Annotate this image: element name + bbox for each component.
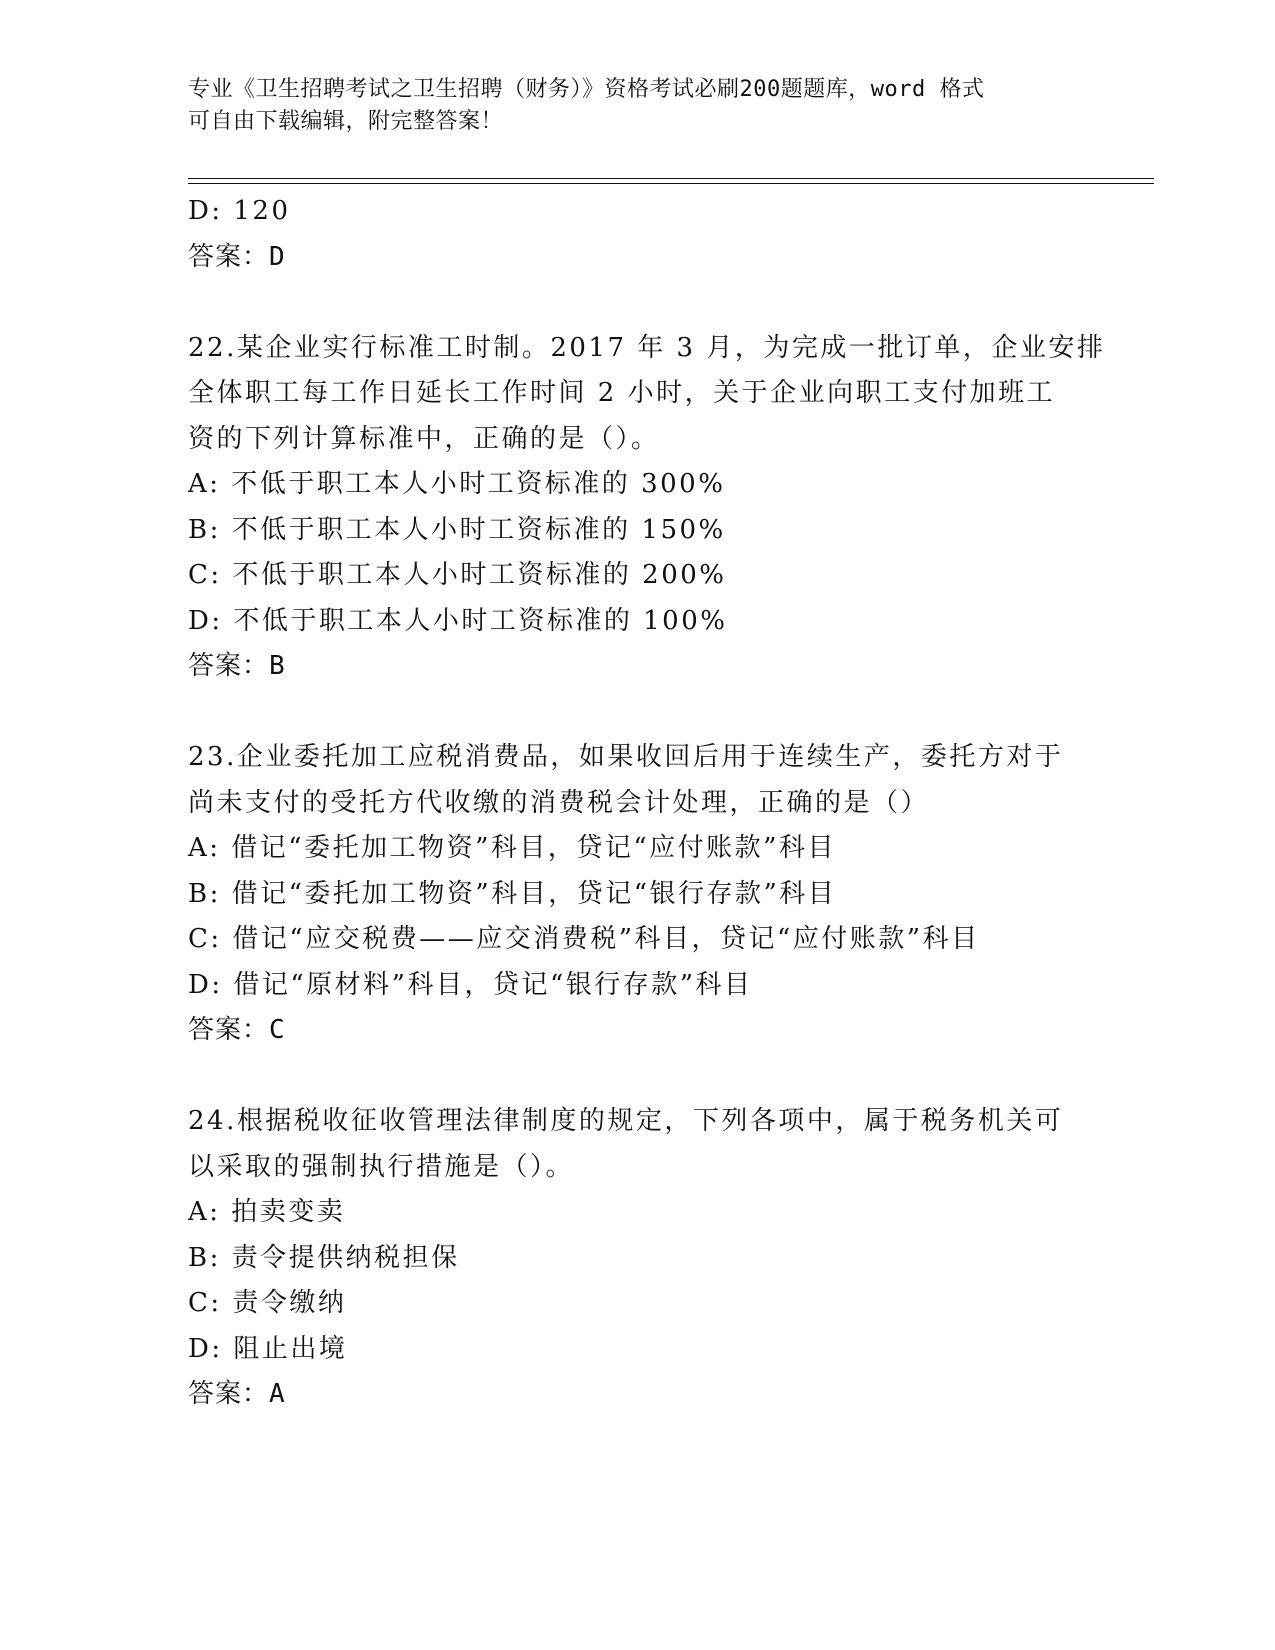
option-b: B: 借记“委托加工物资”科目，贷记“银行存款”科目	[188, 878, 837, 909]
spacer	[188, 280, 1148, 326]
option-a: A: 不低于职工本人小时工资标准的 300%	[188, 469, 726, 499]
option-a: A: 借记“委托加工物资”科目，贷记“应付账款”科目	[188, 833, 836, 863]
option-c: C: 不低于职工本人小时工资标准的 200%	[188, 560, 727, 590]
question-stem-line: 尚未支付的受托方代收缴的消费税会计处理，正确的是（）	[188, 787, 930, 818]
question-24	[188, 1099, 1148, 1418]
document-body	[188, 189, 1148, 1418]
header-divider-top	[188, 178, 1154, 179]
question-stem-line: 全体职工每工作日延长工作时间 2 小时，关于企业向职工支付加班工	[188, 378, 1056, 408]
document-header	[188, 74, 1088, 138]
header-line-2: 可自由下载编辑，附完整答案！	[188, 109, 504, 134]
answer-line: 答案：D	[188, 241, 286, 272]
option-c: C: 借记“应交税费——应交消费税”科目，贷记“应付账款”科目	[188, 924, 980, 954]
option-b: B: 责令提供纳税担保	[188, 1242, 460, 1273]
question-stem-line: 23.企业委托加工应税消费品，如果收回后用于连续生产，委托方对于	[188, 742, 1064, 772]
header-line-1: 专业《卫生招聘考试之卫生招聘（财务）》资格考试必刷200题题库，word 格式	[188, 77, 985, 102]
question-23	[188, 735, 1148, 1054]
option-c: C: 责令缴纳	[188, 1288, 347, 1318]
question-22	[188, 326, 1148, 690]
previous-question-tail	[188, 189, 1148, 280]
option-d: D: 阻止出境	[188, 1333, 348, 1364]
question-stem-line: 24.根据税收征收管理法律制度的规定，下列各项中，属于税务机关可	[188, 1106, 1064, 1136]
answer-line: 答案：C	[188, 1015, 286, 1045]
option-a: A: 拍卖变卖	[188, 1197, 346, 1227]
question-stem-line: 22.某企业实行标准工时制。2017 年 3 月，为完成一批订单，企业安排	[188, 332, 1106, 363]
spacer	[188, 1054, 1148, 1100]
option-d: D: 120	[188, 196, 291, 226]
question-stem-line: 资的下列计算标准中，正确的是（）。	[188, 423, 660, 454]
spacer	[188, 690, 1148, 736]
option-b: B: 不低于职工本人小时工资标准的 150%	[188, 514, 726, 545]
answer-line: 答案：B	[188, 651, 286, 681]
option-d: D: 不低于职工本人小时工资标准的 100%	[188, 605, 728, 636]
question-stem-line: 以采取的强制执行措施是（）。	[188, 1151, 575, 1182]
header-divider-bottom	[188, 183, 1154, 184]
option-d: D: 借记“原材料”科目，贷记“银行存款”科目	[188, 969, 753, 1000]
answer-line: 答案：A	[188, 1379, 286, 1409]
